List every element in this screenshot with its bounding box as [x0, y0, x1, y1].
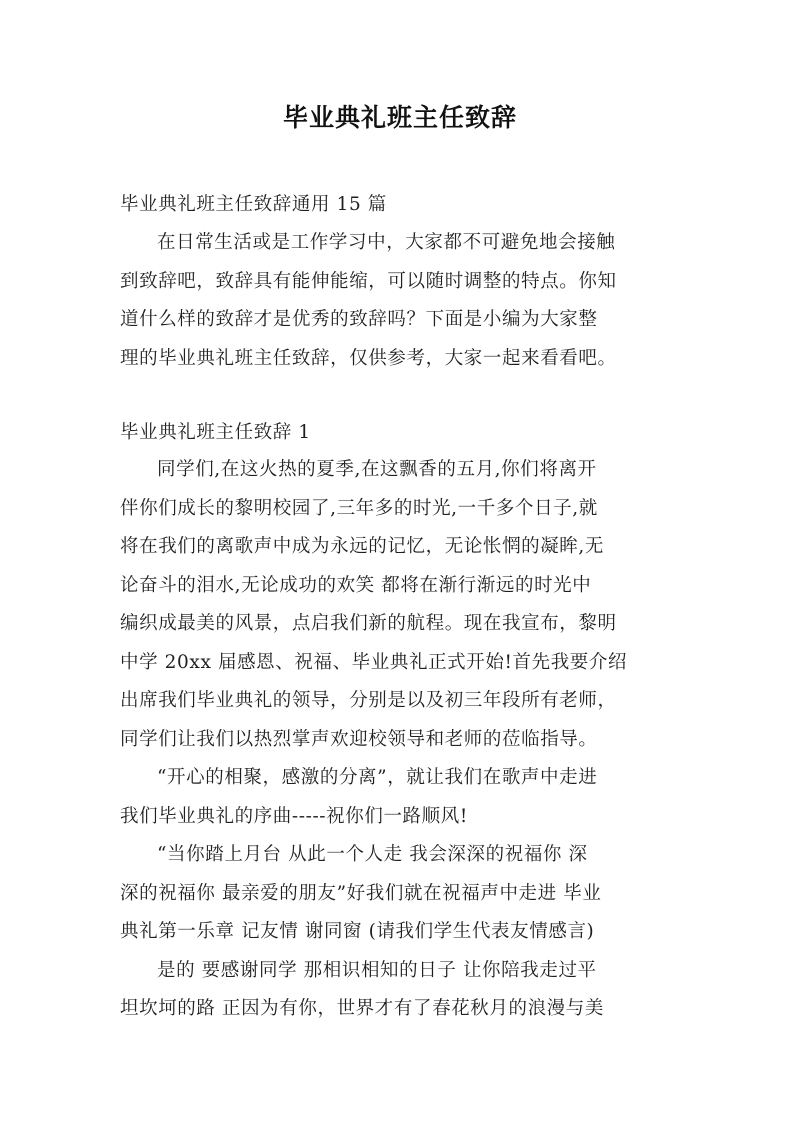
intro-paragraph [120, 224, 690, 378]
paragraph-line: 同学们让我们以热烈掌声欢迎校领导和老师的莅临指导。 [120, 728, 598, 750]
paragraph-line: 中学 20xx 届感恩、祝福、毕业典礼正式开始!首先我要介绍 [120, 651, 628, 673]
intro-line: 理的毕业典礼班主任致辞，仅供参考，大家一起来看看吧。 [120, 347, 617, 369]
paragraph-line: 深的祝福你 最亲爱的朋友”好我们就在祝福声中走进 毕业 [120, 882, 602, 904]
paragraph-line: 伴你们成长的黎明校园了,三年多的时光,一千多个日子,就 [120, 497, 598, 519]
subtitle-general: 毕业典礼班主任致辞通用 15 篇 [120, 194, 387, 215]
paragraph-line: 论奋斗的泪水,无论成功的欢笑 都将在渐行渐远的时光中 [120, 574, 592, 596]
paragraph-line: “当你踏上月台 从此一个人走 我会深深的祝福你 深 [157, 844, 588, 865]
intro-line: 到致辞吧，致辞具有能伸能缩，可以随时调整的特点。你知 [120, 270, 617, 292]
intro-line: 道什么样的致辞才是优秀的致辞吗？下面是小编为大家整 [120, 309, 598, 330]
paragraph-1 [120, 451, 690, 1029]
paragraph-line: 是的 要感谢同学 那相识相知的日子 让你陪我走过平 [157, 959, 597, 981]
paragraph-line: “开心的相聚，感激的分离”，就让我们在歌声中走进 [157, 767, 598, 788]
paragraph-line: 出席我们毕业典礼的领导，分别是以及初三年段所有老师， [120, 690, 617, 711]
paragraph-line: 典礼第一乐章 记友情 谢同窗 (请我们学生代表友情感言) [120, 921, 595, 942]
paragraph-line: 编织成最美的风景，点启我们新的航程。现在我宣布，黎明 [120, 613, 617, 634]
paragraph-line: 坦坎坷的路 正因为有你，世界才有了春花秋月的浪漫与美 [120, 998, 604, 1019]
document-title: 毕业典礼班主任致辞 [282, 103, 517, 132]
intro-line: 在日常生活或是工作学习中，大家都不可避免地会接触 [157, 232, 616, 253]
paragraph-line: 同学们,在这火热的夏季,在这飘香的五月,你们将离开 [157, 459, 597, 480]
paragraph-line: 我们毕业典礼的序曲-----祝你们一路顺风! [120, 805, 468, 827]
section-heading: 毕业典礼班主任致辞 1 [120, 422, 311, 443]
paragraph-line: 将在我们的离歌声中成为永远的记忆，无论怅惘的凝眸,无 [120, 536, 604, 557]
